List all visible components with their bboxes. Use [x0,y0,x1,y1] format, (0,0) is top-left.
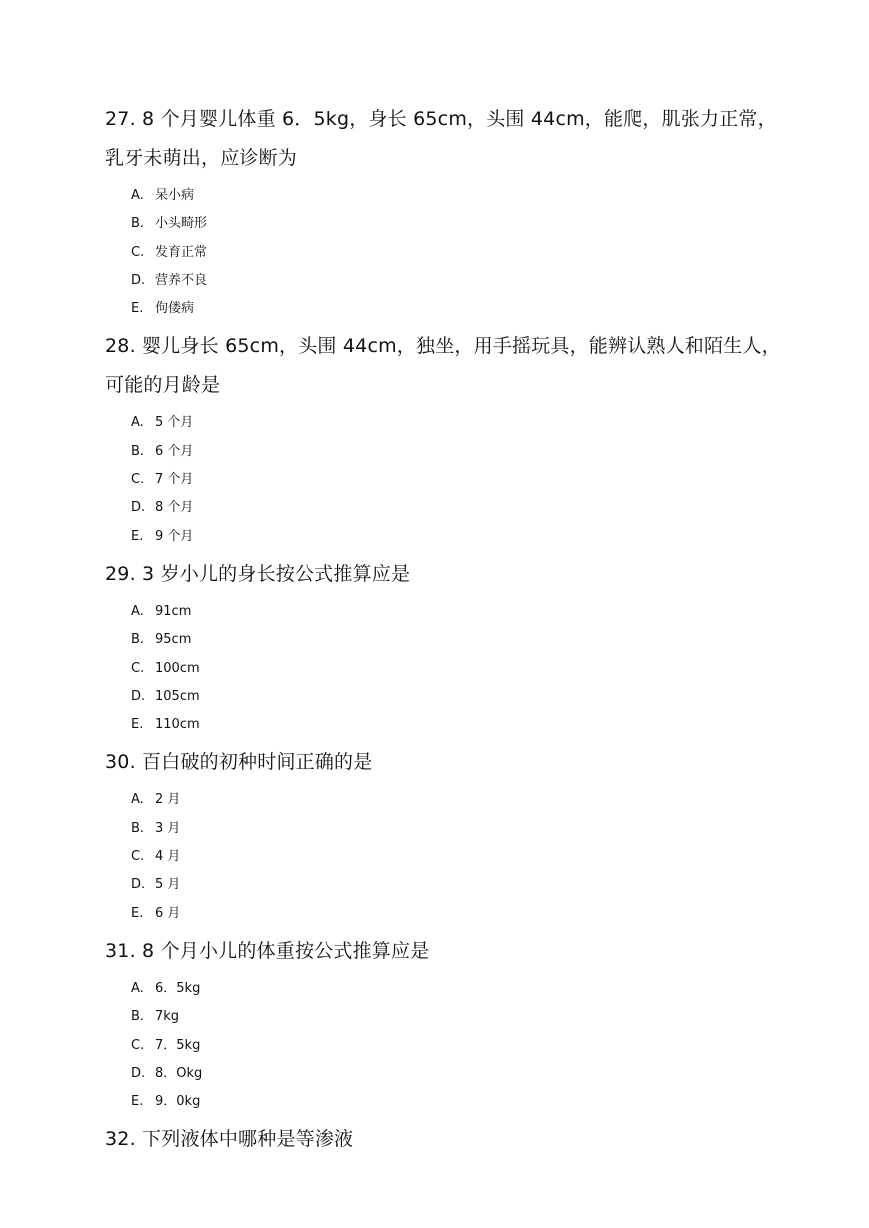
option-letter: E. [131,717,144,733]
option-letter: B. [131,443,145,459]
option-d [131,267,785,295]
option-letter: B. [131,820,145,836]
option-b [131,1003,785,1031]
option-d [131,683,785,711]
option-text: 5 个月 [155,415,194,431]
option-letter: C. [131,472,145,488]
option-list [105,409,785,550]
option-text: 95cm [155,632,192,648]
option-a [131,786,785,814]
question-28 [105,327,785,550]
option-letter: C. [131,244,145,260]
option-text: 4 月 [155,849,181,865]
option-letter: B. [131,1009,145,1025]
option-text: 7 个月 [155,472,194,488]
option-list [105,182,785,323]
option-letter: B. [131,632,145,648]
option-a [131,409,785,437]
option-text: 105cm [155,688,200,704]
option-text: 发育正常 [155,244,208,260]
question-27 [105,100,785,323]
option-text: 7kg [155,1009,180,1025]
option-letter: B. [131,216,145,232]
option-c [131,466,785,494]
option-text: 6 个月 [155,443,194,459]
question-list [105,100,785,1159]
option-text: 9．0kg [155,1094,201,1110]
question-30 [105,743,785,927]
option-letter: A. [131,792,144,808]
question-text: 28. 婴儿身长 65cm，头围 44cm，独坐，用手摇玩具，能辨认熟人和陌生人，可能的月龄是 [105,335,781,397]
option-letter: E. [131,301,144,317]
question-text: 32. 下列液体中哪种是等渗液 [105,1128,354,1151]
question-text: 31. 8 个月小儿的体重按公式推算应是 [105,939,430,962]
option-text: 100cm [155,660,200,676]
option-letter: E. [131,905,144,921]
option-text: 3 月 [155,820,181,836]
option-text: 呆小病 [155,188,195,203]
option-e [131,523,785,551]
question-32 [105,1120,785,1159]
option-letter: D. [131,500,146,516]
question-31 [105,932,785,1116]
option-b [131,438,785,466]
option-b [131,210,785,238]
option-letter: A. [131,188,144,203]
option-a [131,182,785,210]
question-text: 30. 百白破的初种时间正确的是 [105,751,373,774]
option-letter: A. [131,980,144,996]
option-text: 8．Okg [155,1065,203,1081]
option-d [131,1060,785,1088]
option-letter: D. [131,877,146,893]
option-a [131,598,785,626]
option-letter: E. [131,528,144,544]
question-text: 29. 3 岁小儿的身长按公式推算应是 [105,562,411,585]
option-d [131,494,785,522]
question-text: 27. 8 个月婴儿体重 6．5kg，身长 65cm，头围 44cm，能爬，肌张力正常，乳牙未萌出，应诊断为 [105,108,777,169]
option-b [131,626,785,654]
option-text: 91cm [155,603,192,619]
option-list [105,975,785,1116]
option-d [131,871,785,899]
option-letter: E. [131,1094,144,1110]
option-c [131,239,785,267]
option-letter: D. [131,272,146,288]
option-letter: C. [131,1037,145,1053]
option-letter: C. [131,849,145,865]
option-text: 8 个月 [155,500,194,516]
option-a [131,975,785,1003]
option-letter: A. [131,415,144,431]
option-e [131,900,785,928]
option-text: 2 月 [155,792,181,808]
option-text: 110cm [155,717,200,733]
option-text: 佝偻病 [155,301,195,317]
option-text: 小头畸形 [155,216,208,232]
option-letter: C. [131,660,145,676]
option-letter: D. [131,688,146,704]
option-c [131,843,785,871]
option-letter: A. [131,603,144,619]
option-b [131,815,785,843]
option-text: 9 个月 [155,528,194,544]
option-text: 营养不良 [155,272,208,288]
option-list [105,598,785,739]
option-text: 6．5kg [155,980,201,996]
option-e [131,1088,785,1116]
option-c [131,655,785,683]
option-letter: D. [131,1065,146,1081]
option-text: 5 月 [155,877,181,893]
option-list [105,786,785,927]
question-29 [105,555,785,739]
option-text: 6 月 [155,905,181,921]
option-c [131,1032,785,1060]
option-e [131,711,785,739]
option-text: 7．5kg [155,1037,201,1053]
option-e [131,295,785,323]
